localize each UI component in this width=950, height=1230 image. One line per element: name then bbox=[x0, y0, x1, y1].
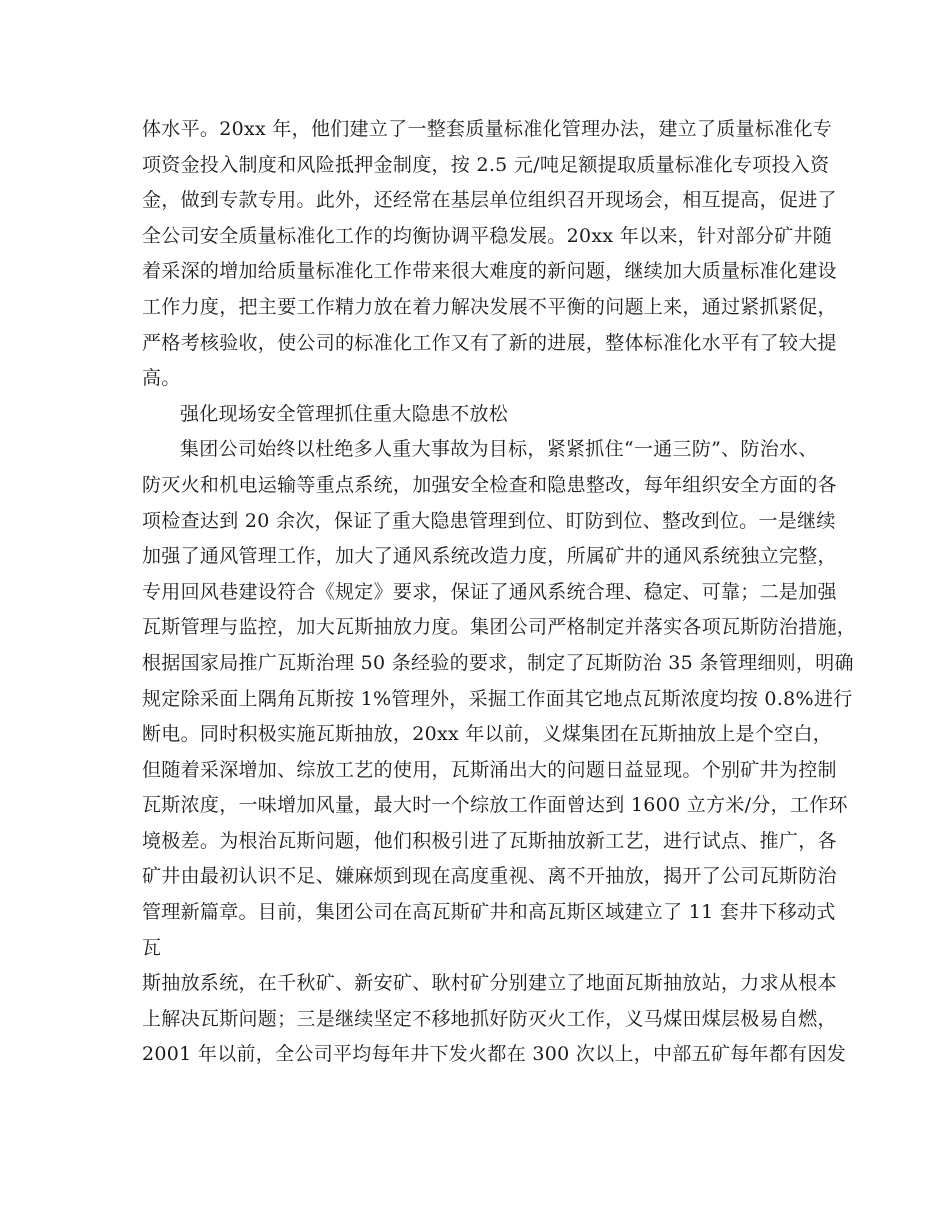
text-line: 根据国家局推广瓦斯治理 50 条经验的要求，制定了瓦斯防治 35 条管理细则，明确 bbox=[142, 651, 854, 674]
text-line: 着采深的增加给质量标准化工作带来很大难度的新问题，继续加大质量标准化建设 bbox=[142, 260, 837, 283]
text-line: 防灭火和机电运输等重点系统，加强安全检查和隐患整改，每年组织安全方面的各 bbox=[142, 473, 837, 496]
text-line: 集团公司始终以杜绝多人重大事故为目标，紧紧抓住“一通三防”、防治水、 bbox=[180, 438, 818, 461]
text-line: 管理新篇章。目前，集团公司在高瓦斯矿井和高瓦斯区域建立了 11 套井下移动式 bbox=[142, 901, 836, 924]
text-line: 斯抽放系统，在千秋矿、新安矿、耿村矿分别建立了地面瓦斯抽放站，力求从根本 bbox=[142, 972, 837, 995]
text-line: 矿井由最初认识不足、嫌麻烦到现在高度重视、离不开抽放，揭开了公司瓦斯防治 bbox=[142, 865, 837, 888]
text-line: 高。 bbox=[142, 367, 181, 390]
text-line: 体水平。20xx 年，他们建立了一整套质量标准化管理办法，建立了质量标准化专 bbox=[142, 118, 833, 140]
section-heading: 强化现场安全管理抓住重大隐患不放松 bbox=[180, 402, 509, 425]
text-line: 工作力度，把主要工作精力放在着力解决发展不平衡的问题上来，通过紧抓紧促， bbox=[142, 295, 837, 318]
text-line: 断电。同时积极实施瓦斯抽放，20xx 年以前，义煤集团在瓦斯抽放上是个空白， bbox=[142, 723, 833, 746]
text-line: 金，做到专款专用。此外，还经常在基层单位组织召开现场会，相互提高，促进了 bbox=[142, 189, 837, 212]
text-line: 瓦斯浓度，一味增加风量，最大时一个综放工作面曾达到 1600 立方米/分，工作环 bbox=[142, 794, 848, 817]
text-line: 项检查达到 20 余次，保证了重大隐患管理到位、盯防到位、整改到位。一是继续 bbox=[142, 509, 836, 532]
text-line: 上解决瓦斯问题；三是继续坚定不移地抓好防灭火工作，义马煤田煤层极易自燃， bbox=[142, 1007, 837, 1030]
text-line: 全公司安全质量标准化工作的均衡协调平稳发展。20xx 年以来，针对部分矿井随 bbox=[142, 224, 833, 247]
text-line: 项资金投入制度和风险抵押金制度，按 2.5 元/吨足额提取质量标准化专项投入资 bbox=[142, 153, 830, 176]
text-line: 但随着采深增加、综放工艺的使用，瓦斯涌出大的问题日益显现。个别矿井为控制 bbox=[142, 758, 837, 781]
text-line: 专用回风巷建设符合《规定》要求，保证了通风系统合理、稳定、可靠；二是加强 bbox=[142, 580, 837, 603]
text-line: 瓦 bbox=[142, 936, 162, 959]
body-text bbox=[142, 112, 857, 1073]
text-line: 2001 年以前，全公司平均每年井下发火都在 300 次以上，中部五矿每年都有因发 bbox=[142, 1043, 847, 1066]
text-line: 境极差。为根治瓦斯问题，他们积极引进了瓦斯抽放新工艺，进行试点、推广，各 bbox=[142, 829, 837, 852]
text-line: 瓦斯管理与监控，加大瓦斯抽放力度。集团公司严格制定并落实各项瓦斯防治措施， bbox=[142, 616, 857, 639]
text-line: 规定除采面上隅角瓦斯按 1%管理外，采掘工作面其它地点瓦斯浓度均按 0.8%进行 bbox=[142, 687, 853, 710]
text-line: 严格考核验收，使公司的标准化工作又有了新的进展，整体标准化水平有了较大提 bbox=[142, 331, 837, 354]
text-line: 加强了通风管理工作，加大了通风系统改造力度，所属矿井的通风系统独立完整， bbox=[142, 545, 837, 568]
